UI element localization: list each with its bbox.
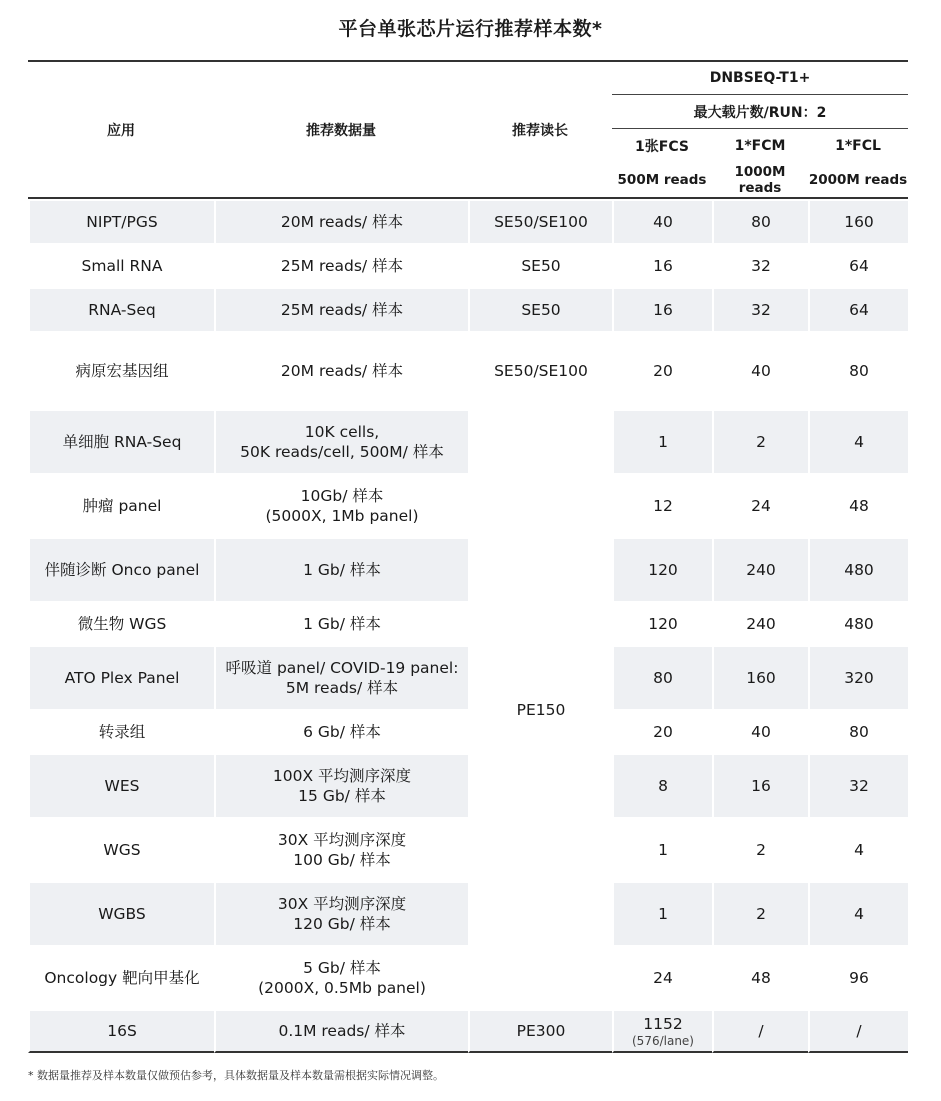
cell-data: 5 Gb/ 样本 (2000X, 0.5Mb panel) <box>214 945 468 1009</box>
cell-data: 25M reads/ 样本 <box>214 287 468 331</box>
cell-data: 25M reads/ 样本 <box>214 243 468 287</box>
footnote: * 数据量推荐及样本数量仅做预估参考，具体数据量及样本数量需根据实际情况调整。 <box>28 1069 444 1082</box>
cell-fcs: 24 <box>612 945 712 1009</box>
cell-app: WES <box>28 753 214 817</box>
cell-fcm: 240 <box>712 601 808 645</box>
cell-read: SE50/SE100 <box>468 331 612 409</box>
header-data: 推荐数据量 <box>214 60 468 199</box>
sample-table-wrapper <box>28 60 908 1053</box>
cell-fcs: 16 <box>612 287 712 331</box>
cell-fcl: 4 <box>808 409 908 473</box>
cell-app: NIPT/PGS <box>28 199 214 243</box>
header-reads-1: 500M reads <box>612 163 712 199</box>
cell-read: SE50 <box>468 243 612 287</box>
cell-fcm: / <box>712 1009 808 1053</box>
cell-app: Oncology 靶向甲基化 <box>28 945 214 1009</box>
cell-app: Small RNA <box>28 243 214 287</box>
cell-app: 16S <box>28 1009 214 1053</box>
cell-fcl: / <box>808 1009 908 1053</box>
cell-fcl: 64 <box>808 243 908 287</box>
cell-fcs: 1 <box>612 881 712 945</box>
cell-fcl: 96 <box>808 945 908 1009</box>
cell-data: 20M reads/ 样本 <box>214 331 468 409</box>
cell-fcm: 40 <box>712 331 808 409</box>
cell-read: PE300 <box>468 1009 612 1053</box>
cell-read: SE50/SE100 <box>468 199 612 243</box>
cell-fcm: 48 <box>712 945 808 1009</box>
header-app: 应用 <box>28 60 214 199</box>
cell-fcs: 12 <box>612 473 712 537</box>
cell-fcm: 160 <box>712 645 808 709</box>
cell-app: 病原宏基因组 <box>28 331 214 409</box>
cell-read: SE50 <box>468 287 612 331</box>
cell-fcl: 480 <box>808 537 908 601</box>
cell-data: 30X 平均测序深度 120 Gb/ 样本 <box>214 881 468 945</box>
cell-fcm: 16 <box>712 753 808 817</box>
cell-fcs: 80 <box>612 645 712 709</box>
cell-app: 伴随诊断 Onco panel <box>28 537 214 601</box>
cell-app: RNA-Seq <box>28 287 214 331</box>
header-fc-2: 1*FCM <box>734 138 786 154</box>
table-row <box>28 1009 908 1053</box>
cell-data: 10K cells, 50K reads/cell, 500M/ 样本 <box>214 409 468 473</box>
cell-fcl: 80 <box>808 709 908 753</box>
cell-fcm: 240 <box>712 537 808 601</box>
cell-data: 1 Gb/ 样本 <box>214 601 468 645</box>
cell-data: 30X 平均测序深度 100 Gb/ 样本 <box>214 817 468 881</box>
cell-fcl: 64 <box>808 287 908 331</box>
table-row <box>28 331 908 409</box>
cell-fcm: 80 <box>712 199 808 243</box>
table-row <box>28 243 908 287</box>
cell-fcm: 2 <box>712 817 808 881</box>
header-max-fc: 最大载片数/RUN：2 <box>612 95 908 129</box>
cell-fcs: 40 <box>612 199 712 243</box>
cell-fcm: 24 <box>712 473 808 537</box>
cell-fcl: 48 <box>808 473 908 537</box>
cell-data: 1 Gb/ 样本 <box>214 537 468 601</box>
cell-read-pe150: PE150 <box>468 409 612 1009</box>
cell-fcs: 120 <box>612 601 712 645</box>
cell-fcs: 20 <box>612 709 712 753</box>
cell-data: 20M reads/ 样本 <box>214 199 468 243</box>
cell-note: (576/lane) <box>632 1034 694 1048</box>
header-platform: DNBSEQ-T1+ <box>612 60 908 95</box>
cell-app: 转录组 <box>28 709 214 753</box>
cell-app: WGS <box>28 817 214 881</box>
cell-fcs: 120 <box>612 537 712 601</box>
header-reads-3: 2000M reads <box>808 163 908 199</box>
cell-data: 0.1M reads/ 样本 <box>214 1009 468 1053</box>
header-fc-3: 1*FCL <box>835 138 881 154</box>
cell-fcl: 480 <box>808 601 908 645</box>
table-row <box>28 287 908 331</box>
sample-table <box>28 60 908 1053</box>
cell-fcm: 32 <box>712 243 808 287</box>
cell-app: 微生物 WGS <box>28 601 214 645</box>
cell-data: 100X 平均测序深度 15 Gb/ 样本 <box>214 753 468 817</box>
cell-fcl: 4 <box>808 881 908 945</box>
cell-fcs: 16 <box>612 243 712 287</box>
cell-fcs: 8 <box>612 753 712 817</box>
cell-app: WGBS <box>28 881 214 945</box>
cell-fcl: 160 <box>808 199 908 243</box>
cell-fcm: 2 <box>712 409 808 473</box>
header-fc-1: 1张FCS <box>635 139 689 155</box>
cell-app: ATO Plex Panel <box>28 645 214 709</box>
cell-app: 肿瘤 panel <box>28 473 214 537</box>
cell-fcm: 32 <box>712 287 808 331</box>
cell-fcs: 1152 (576/lane) <box>612 1009 712 1053</box>
cell-fcl: 4 <box>808 817 908 881</box>
cell-fcm: 2 <box>712 881 808 945</box>
cell-fcs: 20 <box>612 331 712 409</box>
page-title: 平台单张芯片运行推荐样本数* <box>338 18 603 40</box>
cell-app: 单细胞 RNA-Seq <box>28 409 214 473</box>
table-row <box>28 199 908 243</box>
header-reads-2: 1000M reads <box>712 163 808 199</box>
cell-fcl: 320 <box>808 645 908 709</box>
cell-fcl: 32 <box>808 753 908 817</box>
cell-fcs: 1 <box>612 409 712 473</box>
cell-data: 6 Gb/ 样本 <box>214 709 468 753</box>
cell-data: 10Gb/ 样本 (5000X, 1Mb panel) <box>214 473 468 537</box>
cell-fcs: 1 <box>612 817 712 881</box>
cell-fcl: 80 <box>808 331 908 409</box>
cell-data: 呼吸道 panel/ COVID-19 panel: 5M reads/ 样本 <box>214 645 468 709</box>
table-row <box>28 409 908 473</box>
header-read: 推荐读长 <box>468 60 612 199</box>
cell-fcm: 40 <box>712 709 808 753</box>
